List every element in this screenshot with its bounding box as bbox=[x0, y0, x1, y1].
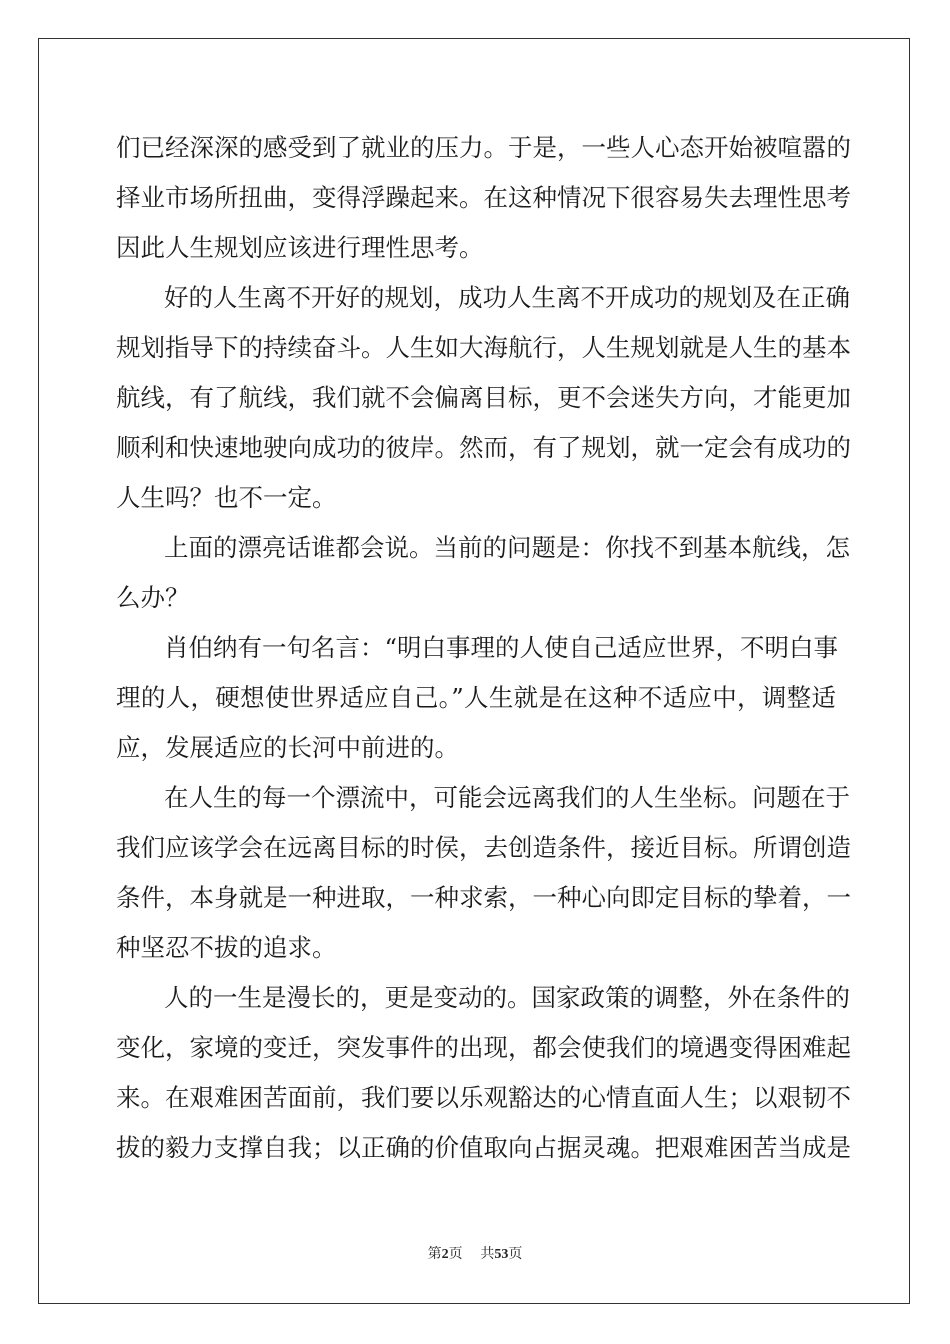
text-line: 肖伯纳有一句名言：“明白事理的人使自己适应世界，不明白事 bbox=[164, 633, 839, 662]
page-label-prefix: 第 bbox=[427, 1246, 442, 1262]
text-line: 择业市场所扭曲，变得浮躁起来。在这种情况下很容易失去理性思考 bbox=[116, 183, 851, 212]
text-line: 么办？ bbox=[116, 583, 190, 612]
text-line: 们已经深深的感受到了就业的压力。于是，一些人心态开始被喧嚣的 bbox=[116, 133, 851, 162]
text-line: 上面的漂亮话谁都会说。当前的问题是：你找不到基本航线，怎 bbox=[164, 533, 850, 562]
text-line: 拔的毅力支撑自我；以正确的价值取向占据灵魂。把艰难困苦当成是 bbox=[116, 1133, 851, 1162]
page-label-suffix: 页 bbox=[448, 1246, 463, 1262]
text-line: 在人生的每一个漂流中，可能会远离我们的人生坐标。问题在于 bbox=[164, 783, 850, 812]
text-line: 人生吗？也不一定。 bbox=[116, 483, 337, 512]
page-footer bbox=[0, 1244, 950, 1265]
text-line: 人的一生是漫长的，更是变动的。国家政策的调整，外在条件的 bbox=[164, 983, 850, 1012]
text-line: 规划指导下的持续奋斗。人生如大海航行，人生规划就是人生的基本 bbox=[116, 333, 851, 362]
text-line: 顺利和快速地驶向成功的彼岸。然而，有了规划，就一定会有成功的 bbox=[116, 433, 851, 462]
total-page-count: 53 bbox=[494, 1247, 509, 1262]
text-line: 来。在艰难困苦面前，我们要以乐观豁达的心情直面人生；以艰韧不 bbox=[116, 1083, 851, 1112]
text-line: 条件，本身就是一种进取，一种求索，一种心向即定目标的挚着，一 bbox=[116, 883, 851, 912]
text-line: 种坚忍不拔的追求。 bbox=[116, 933, 337, 962]
text-line: 好的人生离不开好的规划，成功人生离不开成功的规划及在正确 bbox=[164, 283, 850, 312]
text-line: 理的人，硬想使世界适应自己。”人生就是在这种不适应中，调整适 bbox=[116, 683, 836, 712]
text-line: 航线，有了航线，我们就不会偏离目标，更不会迷失方向，才能更加 bbox=[116, 383, 851, 412]
text-line: 因此人生规划应该进行理性思考。 bbox=[116, 233, 484, 262]
text-line: 应，发展适应的长河中前进的。 bbox=[116, 733, 459, 762]
total-label-prefix: 共 bbox=[480, 1246, 495, 1262]
total-label-suffix: 页 bbox=[508, 1246, 523, 1262]
text-line: 变化，家境的变迁，突发事件的出现，都会使我们的境遇变得困难起 bbox=[116, 1033, 851, 1062]
text-line: 我们应该学会在远离目标的时侯，去创造条件，接近目标。所谓创造 bbox=[116, 833, 851, 862]
current-page-number: 2 bbox=[441, 1247, 449, 1262]
